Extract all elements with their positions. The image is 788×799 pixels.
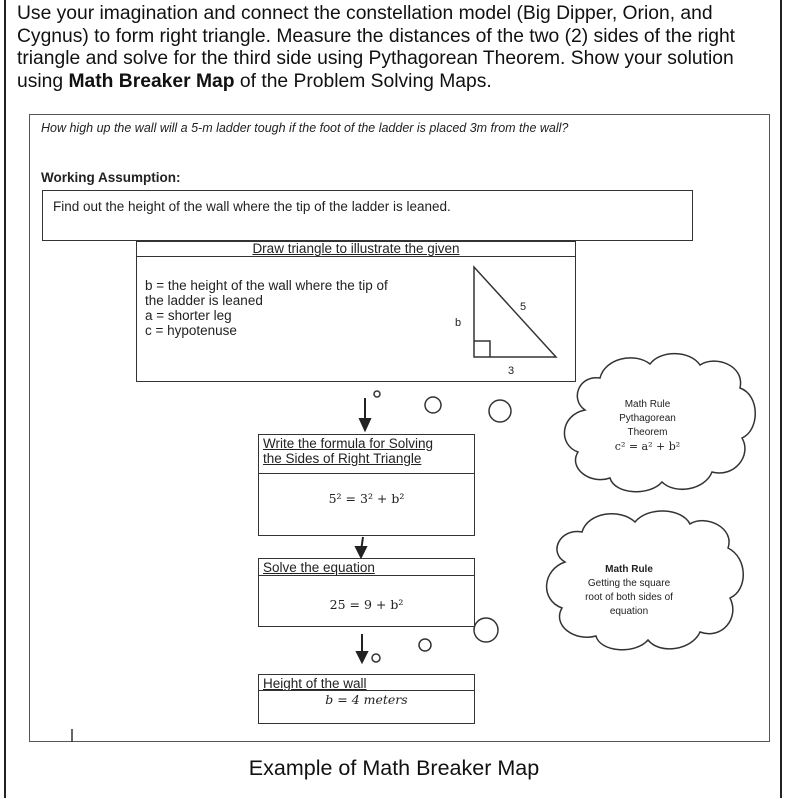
triangle-illustration xyxy=(474,267,556,357)
step-formula-title-line2: the Sides of Right Triangle xyxy=(263,451,422,466)
bubble-dot xyxy=(374,391,380,397)
math-rule-1-formula: c² = a² + b² xyxy=(614,440,681,453)
instructions-tail: of the Problem Solving Maps. xyxy=(234,70,492,92)
step-formula-title-line1: Write the formula for Solving xyxy=(263,436,434,451)
bubble-dot xyxy=(489,400,511,422)
step-result-body: b = 4 meters xyxy=(258,690,475,724)
math-rule-2-line2: Getting the square xyxy=(587,578,671,589)
step-result-title-text: Height of the wall xyxy=(263,676,367,691)
working-assumption-label: Working Assumption: xyxy=(41,170,181,185)
math-rule-2-text xyxy=(570,563,688,619)
step-solve-body: 25 = 9 + b² xyxy=(258,575,475,627)
draw-triangle-header: Draw triangle to illustrate the given xyxy=(136,241,576,257)
thought-bubbles xyxy=(372,391,511,662)
bubble-dot xyxy=(474,618,498,642)
arrow-head xyxy=(360,419,370,430)
instructions-text: Use your imagination and connect the constellation model (Big Dipper, Orion, and Cygnus) to form right triangle. Measure the distances of the two (2) sides of the right triangle and solve for the third side using Pythagorean Theorem. Show your solution using xyxy=(17,3,736,92)
math-rule-1-line1: Math Rule xyxy=(624,399,671,410)
math-rule-2-line3: root of both sides of xyxy=(585,592,673,603)
definition-line: the ladder is leaned xyxy=(145,293,263,308)
bubble-dot xyxy=(419,639,431,651)
triangle-label-a: 3 xyxy=(508,365,515,377)
definition-line: c = hypotenuse xyxy=(145,323,237,338)
triangle-label-c: 5 xyxy=(520,301,527,313)
bubble-dot xyxy=(425,397,441,413)
problem-statement: How high up the wall will a 5-m ladder tough if the foot of the ladder is placed 3m from the wall? xyxy=(41,121,569,135)
instructions-bold: Math Breaker Map xyxy=(68,70,235,92)
math-rule-2-line1: Math Rule xyxy=(605,564,653,575)
caption: Example of Math Breaker Map xyxy=(248,756,540,780)
math-rule-1-line2: Pythagorean xyxy=(619,413,676,424)
definition-line: b = the height of the wall where the tip of xyxy=(145,278,388,293)
triangle-shape xyxy=(474,267,556,357)
definition-line: a = shorter leg xyxy=(145,308,232,323)
math-rule-1-line3: Theorem xyxy=(627,427,668,438)
bubble-dot xyxy=(372,654,380,662)
triangle-label-b: b xyxy=(455,317,462,329)
arrow-head xyxy=(356,547,366,557)
arrow-head xyxy=(357,652,367,662)
flow-arrows xyxy=(356,398,370,662)
step-formula-body: 5² = 3² + b² xyxy=(258,473,475,536)
math-rule-2-line4: equation xyxy=(609,606,649,617)
step-solve-title-text: Solve the equation xyxy=(263,560,375,575)
right-angle-mark xyxy=(474,341,490,357)
math-rule-1-text xyxy=(590,398,705,454)
working-assumption-text: Find out the height of the wall where the tip of the ladder is leaned. xyxy=(53,199,451,214)
